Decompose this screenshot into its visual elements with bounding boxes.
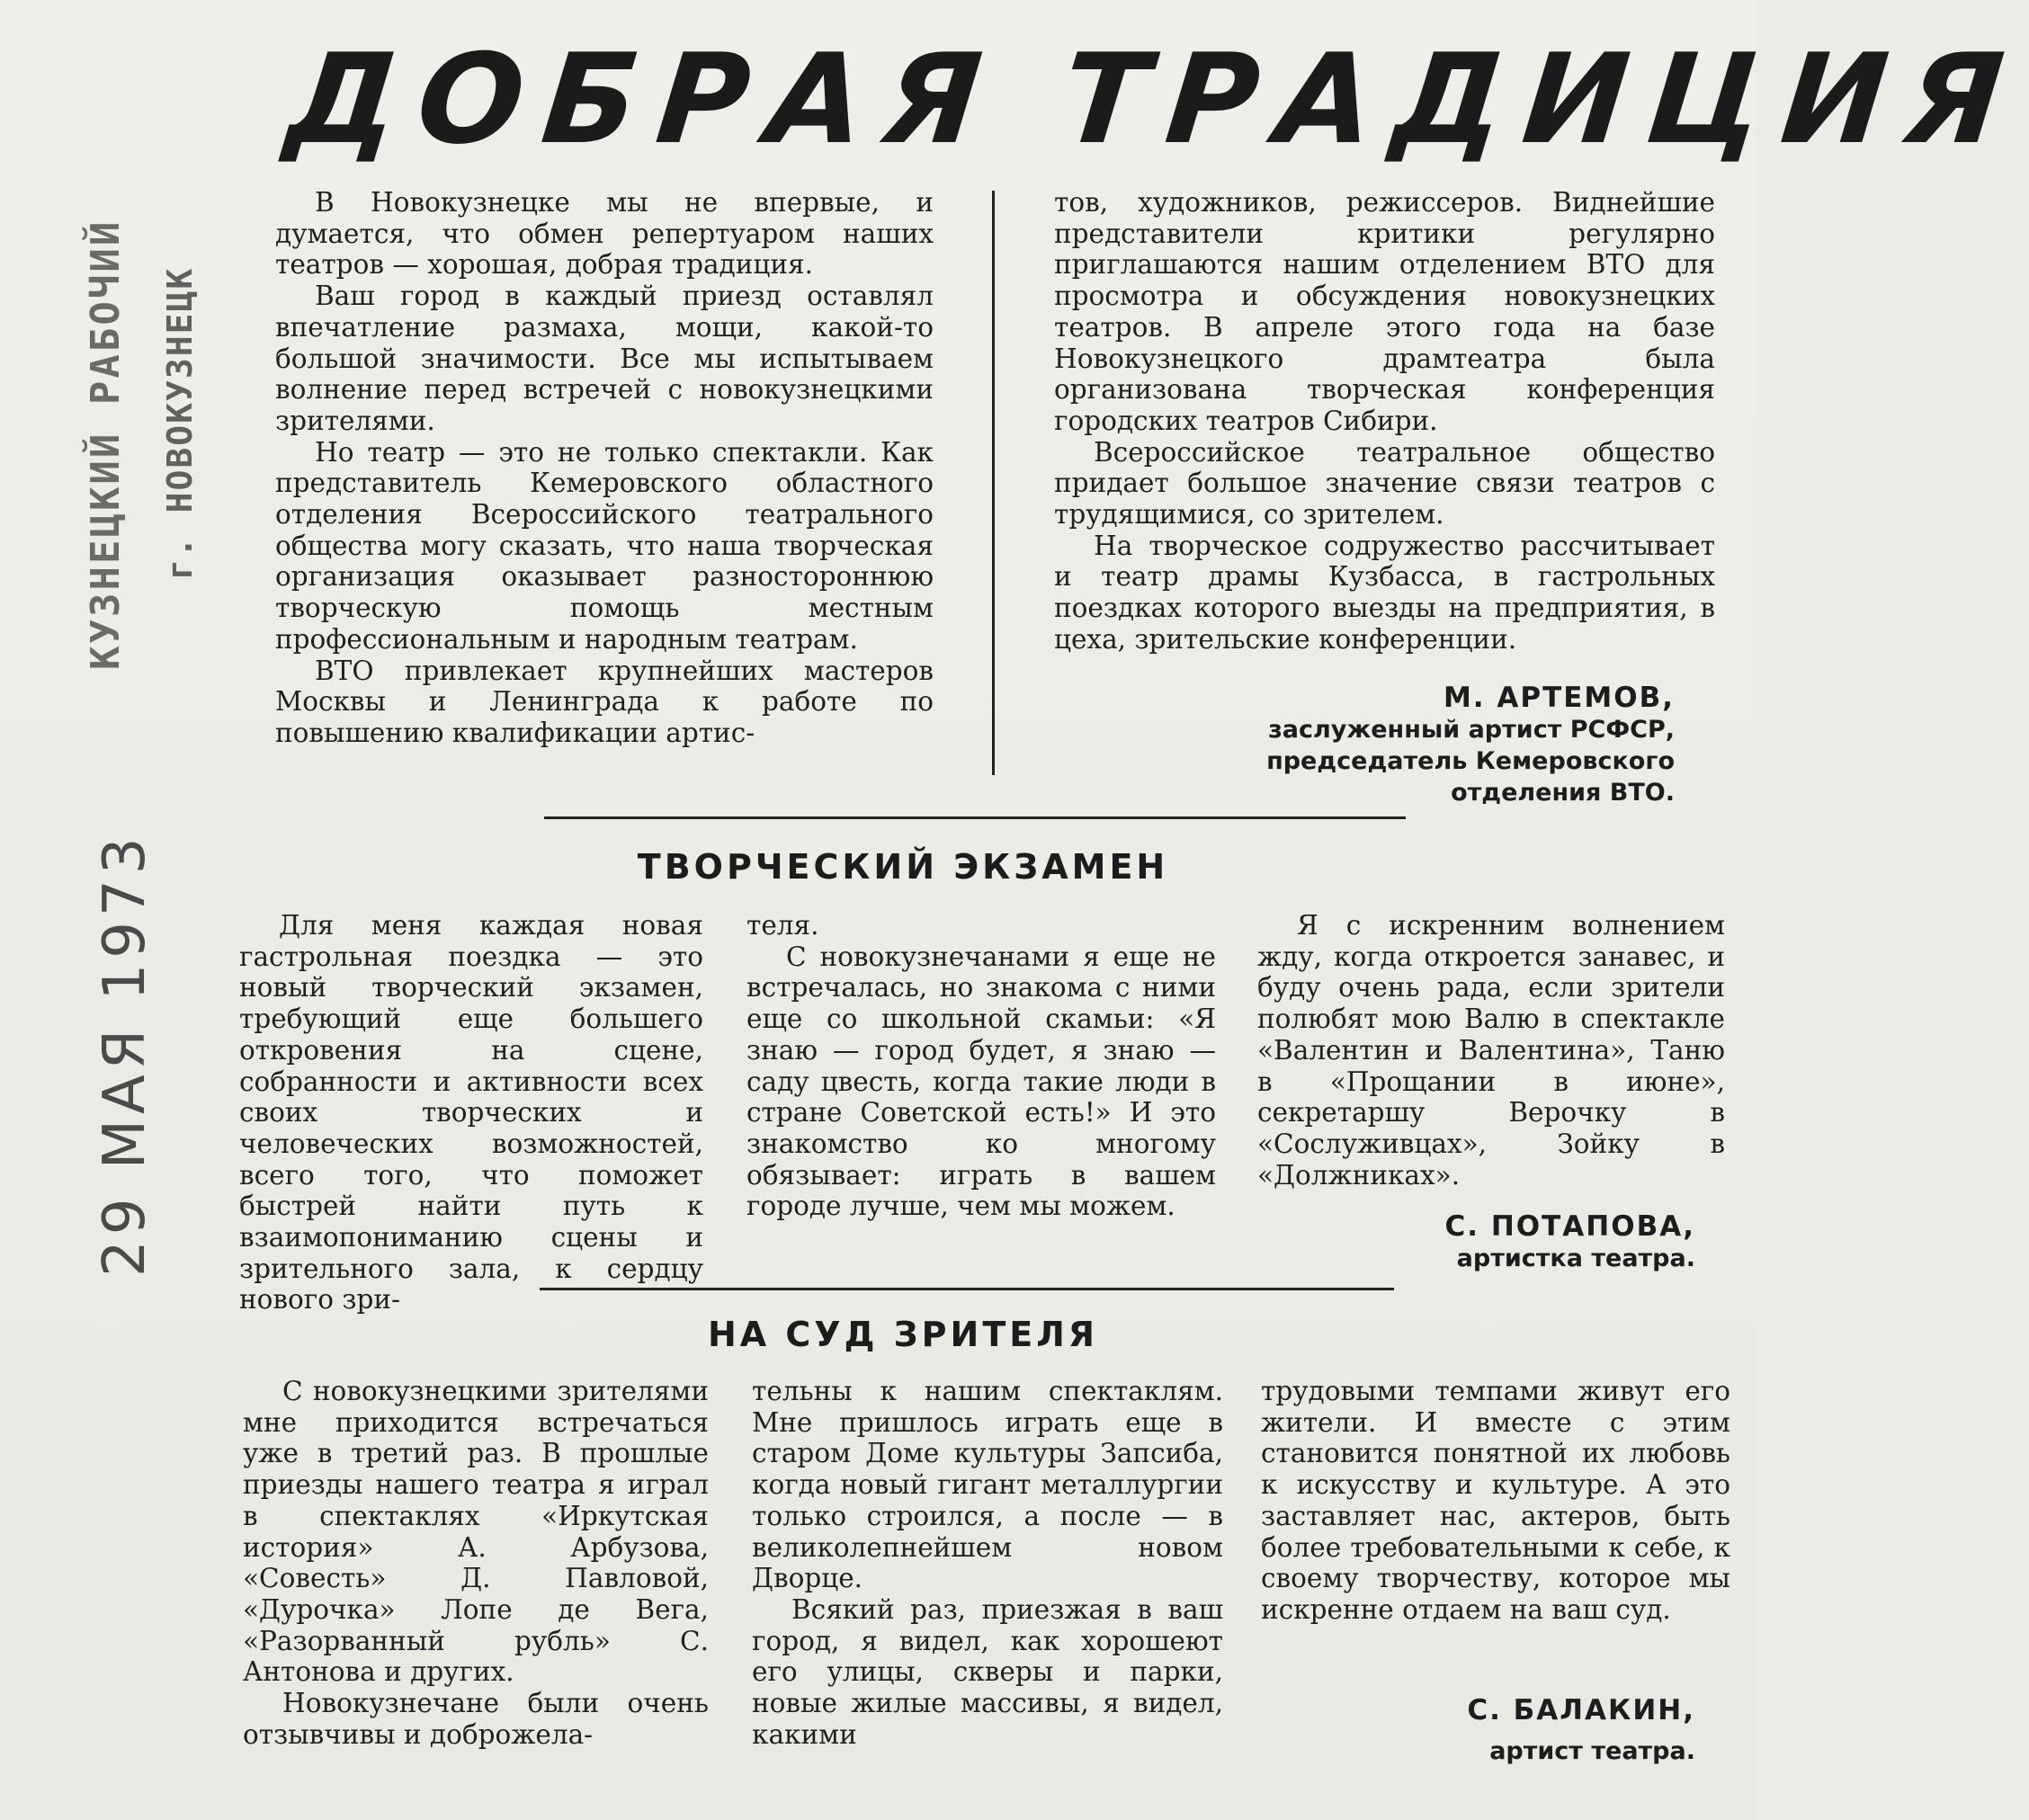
paragraph: Всероссийское театральное общество придает большое значение связи театров с трудящимися, со зрителем. — [1054, 436, 1715, 531]
article2-signature — [1349, 1210, 1695, 1274]
newspaper-stamp: КУЗНЕЦКИЙ РАБОЧИЙ — [83, 219, 129, 670]
article3-heading: НА СУД ЗРИТЕЛЯ — [707, 1315, 1099, 1354]
paragraph: трудовыми темпами живут его жители. И вместе с этим становится понятной их любовь к искусству и культуре. А это заставляет нас, актеров, быть более требовательными к себе, к своему творчеству, которое мы искренне отдаем на ваш суд. — [1261, 1376, 1730, 1625]
article3-signature — [1349, 1694, 1695, 1767]
headline: ДОБРАЯ ТРАДИЦИЯ — [280, 27, 2029, 172]
article1-column-2 — [1054, 187, 1715, 656]
author-role: артист театра. — [1489, 1737, 1695, 1765]
column-divider — [992, 191, 995, 775]
paragraph: На творческое содружество рассчитывает и театр драмы Кузбасса, в гастрольных поездках которого выезды на предприятия, в цеха, зрительские конференции. — [1054, 530, 1715, 655]
paragraph: Новокузнечане были очень отзывчивы и доброжела- — [243, 1688, 709, 1750]
paragraph: Для меня каждая новая гастрольная поездка — это новый творческий экзамен, требующий еще большего откровения на сцене, собранности и активности всех своих творческих и человеческих возможностей, всего того, что поможет быстрей найти путь к взаимопониманию сцены и зрительного зала, к сердцу нового зри- — [239, 910, 703, 1316]
paragraph: Всякий раз, приезжая в ваш город, я видел, как хорошеют его улицы, скверы и парки, новые жилые массивы, я видел, какими — [752, 1593, 1223, 1750]
author-name: М. АРТЕМОВ, — [1443, 682, 1675, 714]
author-role: председатель Кемеровского — [1266, 747, 1675, 775]
article2-heading: ТВОРЧЕСКИЙ ЭКЗАМЕН — [637, 847, 1169, 887]
paragraph: тельны к нашим спектаклям. Мне пришлось играть еще в старом Доме культуры Запсиба, когда новый гигант металлургии только строился, а после — в великолепнейшем новом Дворце. — [752, 1376, 1223, 1594]
article3-column-2 — [752, 1376, 1223, 1750]
article2-column-1 — [239, 910, 703, 1316]
article1-column-1 — [275, 187, 934, 749]
paragraph: Я с искренним волнением жду, когда откроется занавес, и буду очень рада, если зрители полюбят мою Валю в спектакле «Валентин и Валентина», Таню в «Прощании в июне», секретаршу Верочку в «Сослуживцах», Зойку в «Должниках». — [1257, 910, 1725, 1191]
paragraph: тов, художников, режиссеров. Виднейшие представители критики регулярно приглашаются нашим отделением ВТО для просмотра и обсуждения новокузнецких театров. В апреле этого года на базе Новокузнецкого драмтеатра была организована творческая конференция городских театров Сибири. — [1054, 187, 1715, 436]
article1-signature — [1124, 682, 1675, 808]
paragraph: С новокузнецкими зрителями мне приходится встречаться уже в третий раз. В прошлые приезды нашего театра я играл в спектаклях «Иркутская история» А. Арбузова, «Совесть» Д. Павловой, «Дурочка» Лопе де Вега, «Разорванный рубль» С. Антонова и других. — [243, 1376, 709, 1688]
author-name: С. ПОТАПОВА, — [1444, 1210, 1695, 1243]
author-role: заслуженный артист РСФСР, — [1268, 716, 1675, 744]
article3-column-3 — [1261, 1376, 1730, 1626]
paragraph: ВТО привлекает крупнейших мастеров Москвы и Ленинграда к работе по повышению квалификации артис- — [275, 655, 934, 748]
paragraph: С новокузнечанами я еще не встречалась, но знакома с ними еще со школьной скамьи: «Я знаю — город будет, я знаю — саду цвесть, когда такие люди в стране Советской есть!» И это знакомство ко многому обязывает: играть в вашем городе лучше, чем мы можем. — [746, 941, 1216, 1222]
article3-column-1 — [243, 1376, 709, 1750]
section-divider — [544, 816, 1406, 819]
paragraph: Но театр — это не только спектакли. Как представитель Кемеровского областного отделения Всероссийского театрального общества могу сказать, что наша творческая организация оказывает разностороннюю творческую помощь местным профессиональным и народным театрам. — [275, 436, 934, 655]
article2-column-2 — [746, 910, 1216, 1222]
author-role: отделения ВТО. — [1451, 779, 1675, 807]
date-stamp: 29 МАЯ 1973 — [92, 832, 158, 1277]
article2-column-3 — [1257, 910, 1725, 1191]
city-stamp: г. НОВОКУЗНЕЦК — [160, 266, 200, 580]
paragraph: Ваш город в каждый приезд оставлял впечатление размаха, мощи, какой-то большой значимости. Все мы испытываем волнение перед встречей с новокузнецкими зрителями. — [275, 281, 934, 436]
section-divider — [540, 1288, 1394, 1290]
paragraph: В Новокузнецке мы не впервые, и думается, что обмен репертуаром наших театров — хорошая, добрая традиция. — [275, 187, 934, 281]
paragraph: теля. — [746, 910, 819, 941]
author-role: артистка театра. — [1456, 1245, 1695, 1272]
author-name: С. БАЛАКИН, — [1467, 1694, 1695, 1726]
